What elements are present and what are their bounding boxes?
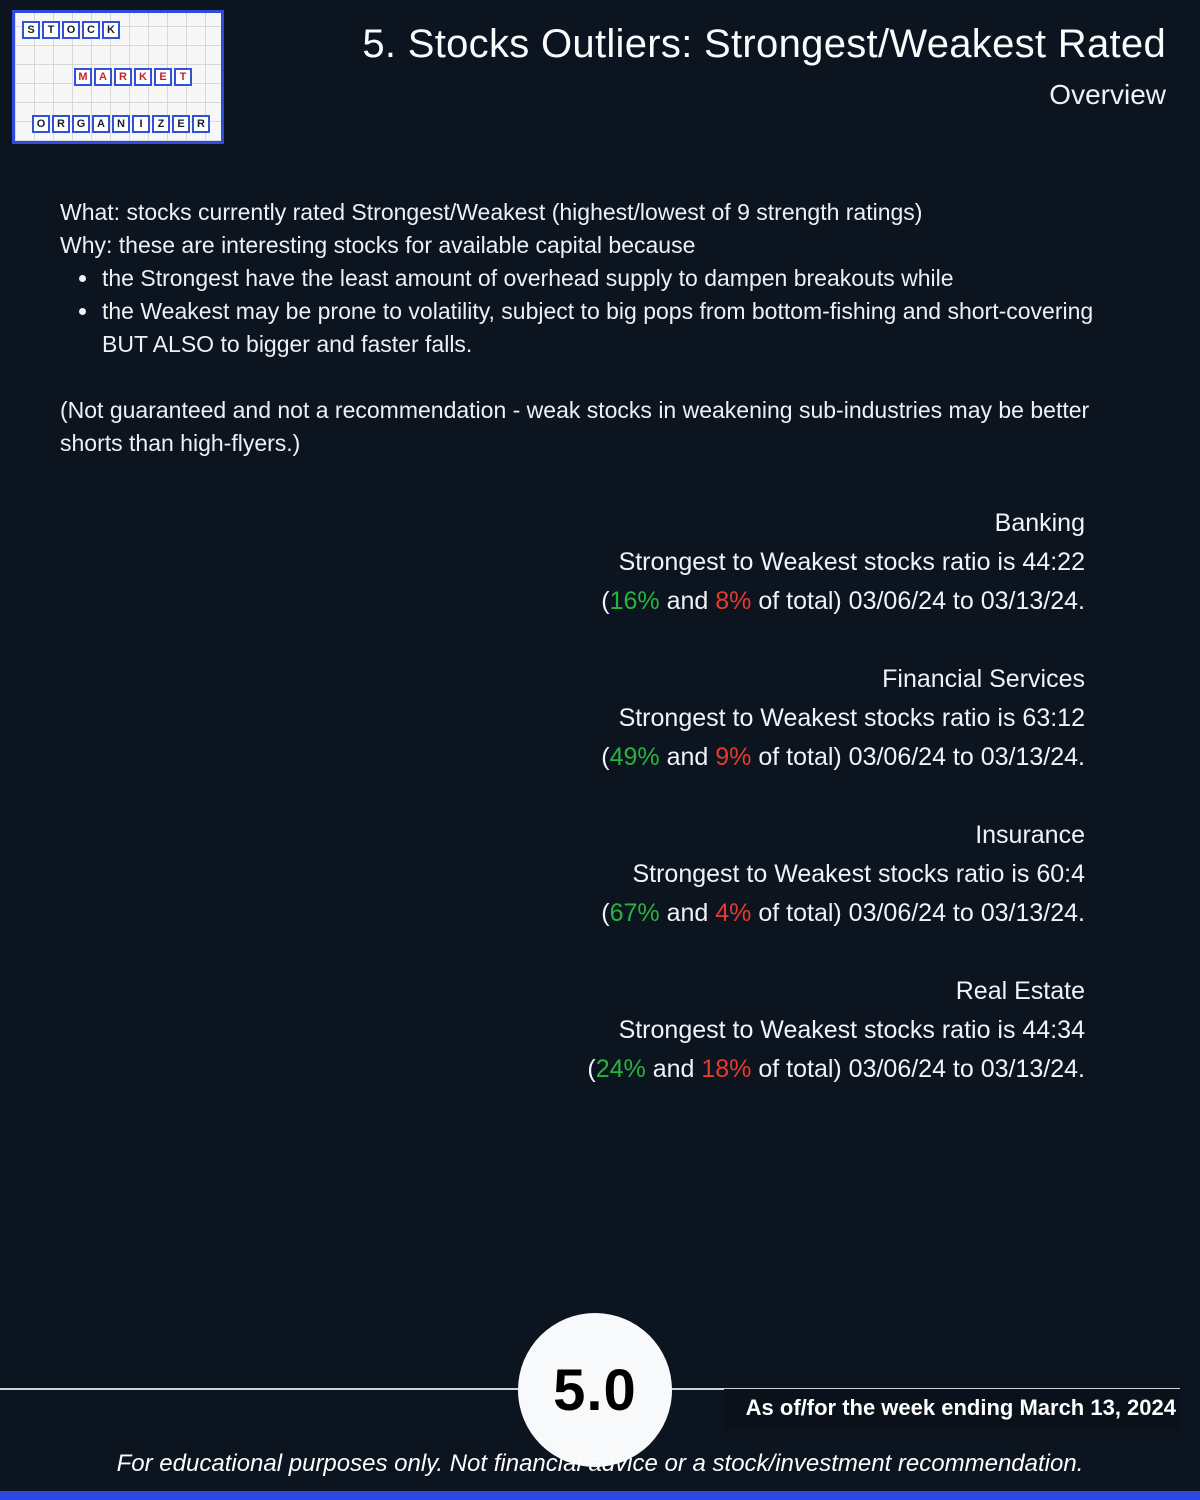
percent-text: (	[601, 743, 610, 771]
sector-name: Banking	[994, 509, 1085, 537]
strongest-percent: 24%	[595, 1055, 646, 1083]
percent-text: (	[601, 587, 610, 615]
logo-letter-cell: A	[94, 68, 112, 86]
bullet-item: • the Weakest may be prone to volatility, subject to big pops from bottom-fishing and short-covering BUT ALSO to bigger and faster falls.	[100, 295, 1125, 361]
weakest-percent: 4%	[715, 899, 752, 927]
logo-letter-cell: O	[62, 21, 80, 39]
logo-word-row	[22, 68, 214, 86]
sector-section-financial-services	[587, 660, 1085, 777]
logo-letter-cell: C	[82, 21, 100, 39]
logo-letter-cell: N	[112, 115, 130, 133]
logo-grid	[22, 21, 214, 133]
intro-text	[60, 196, 1125, 460]
logo-letter-cell: T	[42, 21, 60, 39]
sector-percent-line	[587, 582, 1085, 621]
logo-letter-cell: O	[32, 115, 50, 133]
sector-ratio-line: Strongest to Weakest stocks ratio is 63:12	[618, 704, 1085, 732]
sector-section-insurance	[587, 816, 1085, 933]
bullet-item: • the Strongest have the least amount of overhead supply to dampen breakouts while	[100, 262, 1125, 295]
sector-ratio-line: Strongest to Weakest stocks ratio is 60:4	[632, 860, 1085, 888]
weakest-percent: 18%	[701, 1055, 752, 1083]
page-subtitle: Overview	[1049, 79, 1166, 110]
logo-letter-cell: A	[92, 115, 110, 133]
logo-letter-cell: R	[114, 68, 132, 86]
logo-letter-cell: R	[192, 115, 210, 133]
logo-letter-cell: K	[134, 68, 152, 86]
sector-section-real-estate	[587, 972, 1085, 1089]
logo-letter-cell: T	[174, 68, 192, 86]
percent-text: (	[587, 1055, 596, 1083]
percent-text: of total) 03/06/24 to 03/13/24.	[751, 1055, 1085, 1083]
score-value: 5.0	[553, 1357, 637, 1423]
sector-percent-line	[587, 894, 1085, 933]
logo-letter-cell: M	[74, 68, 92, 86]
logo-letter-cell: G	[72, 115, 90, 133]
percent-text: (	[601, 899, 610, 927]
sector-section-banking	[587, 504, 1085, 621]
sector-ratio-line: Strongest to Weakest stocks ratio is 44:34	[618, 1016, 1085, 1044]
page-title: 5. Stocks Outliers: Strongest/Weakest Rated	[362, 22, 1166, 66]
logo-letter-cell: E	[172, 115, 190, 133]
strongest-percent: 49%	[609, 743, 660, 771]
logo-letter-cell: R	[52, 115, 70, 133]
logo-letter-cell: I	[132, 115, 150, 133]
logo-letter-cell: K	[102, 21, 120, 39]
percent-text: of total) 03/06/24 to 03/13/24.	[751, 587, 1085, 615]
intro-why-line: Why: these are interesting stocks for available capital because	[60, 232, 696, 258]
disclaimer-text: For educational purposes only. Not financial advice or a stock/investment recommendation.	[116, 1450, 1084, 1477]
percent-text: of total) 03/06/24 to 03/13/24.	[751, 743, 1085, 771]
weakest-percent: 9%	[715, 743, 752, 771]
logo-letter-cell: E	[154, 68, 172, 86]
strongest-percent: 16%	[609, 587, 660, 615]
logo-word-row	[22, 21, 214, 39]
bottom-accent-bar	[0, 1491, 1200, 1500]
intro-note: (Not guaranteed and not a recommendation - weak stocks in weakening sub-industries may be better shorts than high-flyers.)	[60, 397, 1090, 456]
as-of-label: As of/for the week ending March 13, 2024	[724, 1389, 1180, 1429]
strongest-percent: 67%	[609, 899, 660, 927]
intro-bullet-list	[60, 262, 1125, 361]
weakest-percent: 8%	[715, 587, 752, 615]
percent-text: and	[645, 1055, 702, 1083]
logo-letter-cell: S	[22, 21, 40, 39]
sector-name: Financial Services	[882, 665, 1085, 693]
sector-percent-line	[587, 1050, 1085, 1089]
percent-text: and	[659, 743, 716, 771]
sector-percent-line	[587, 738, 1085, 777]
header	[362, 22, 1166, 111]
sector-name: Insurance	[975, 821, 1085, 849]
intro-what-line: What: stocks currently rated Strongest/Weakest (highest/lowest of 9 strength ratings)	[60, 199, 923, 225]
sector-ratio-line: Strongest to Weakest stocks ratio is 44:22	[618, 548, 1085, 576]
sector-summaries	[587, 504, 1085, 1128]
score-badge	[518, 1313, 672, 1467]
percent-text: and	[659, 899, 716, 927]
logo-letter-cell: Z	[152, 115, 170, 133]
stock-market-organizer-logo	[12, 10, 224, 144]
percent-text: and	[659, 587, 716, 615]
logo-word-row	[22, 115, 214, 133]
sector-name: Real Estate	[955, 977, 1085, 1005]
percent-text: of total) 03/06/24 to 03/13/24.	[751, 899, 1085, 927]
